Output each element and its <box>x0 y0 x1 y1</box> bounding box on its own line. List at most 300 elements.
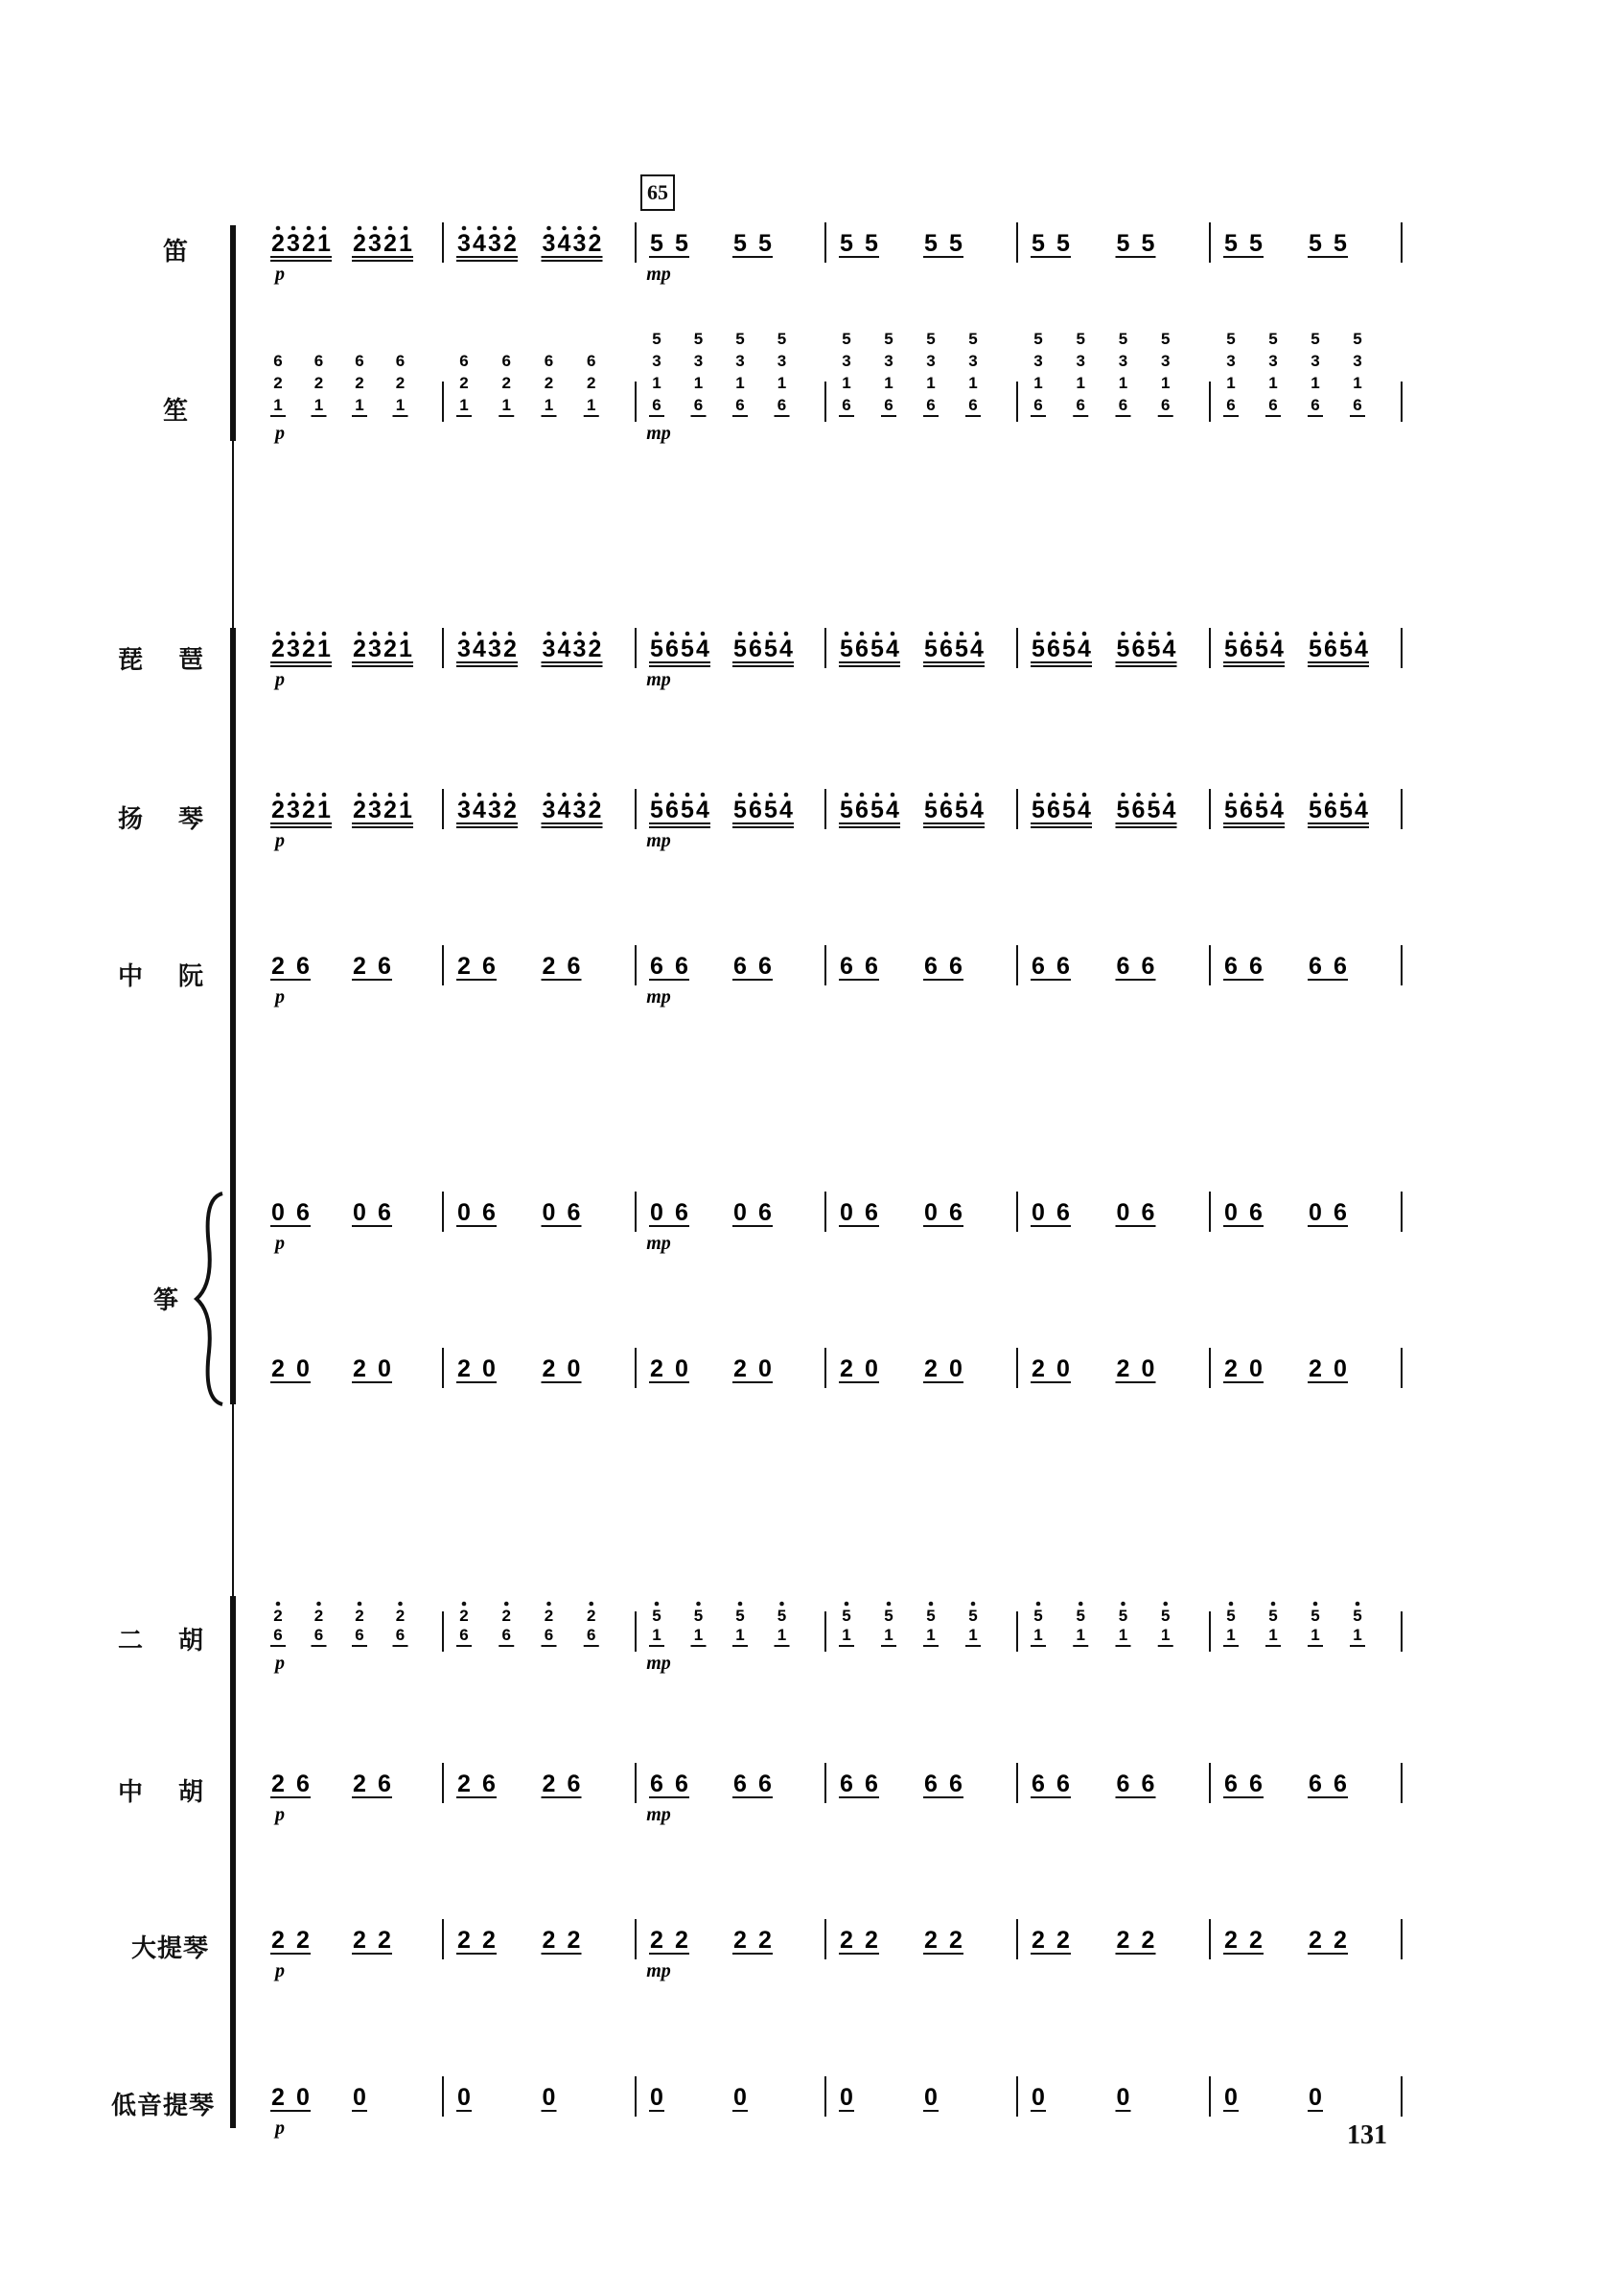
octave-dot <box>493 632 498 637</box>
note-2: 2 <box>1249 1927 1263 1954</box>
octave-dot <box>373 226 378 231</box>
octave-dot <box>1067 793 1072 798</box>
note-3: 3 <box>287 797 300 823</box>
octave-dot <box>577 793 582 798</box>
note-6: 6 <box>1141 1199 1155 1226</box>
chord-note-6: 6 <box>544 1626 554 1644</box>
note-2: 2 <box>353 1771 366 1797</box>
chord-note-5: 5 <box>735 330 745 348</box>
note-2: 2 <box>457 1355 471 1382</box>
note-1: 1 <box>399 230 412 257</box>
note-5: 5 <box>650 797 663 823</box>
chord-note-2: 2 <box>355 374 364 392</box>
note-5: 5 <box>924 636 938 662</box>
note-2: 2 <box>457 953 471 980</box>
chord-note-5: 5 <box>1226 330 1236 348</box>
octave-dot <box>1121 793 1125 798</box>
octave-dot <box>373 632 378 637</box>
octave-dot <box>769 793 774 798</box>
chord-note-6: 6 <box>777 396 787 414</box>
chord-note-5: 5 <box>652 330 661 348</box>
chord-note-2: 2 <box>313 1607 324 1625</box>
note-6: 6 <box>1324 797 1337 823</box>
note-0: 0 <box>1309 1199 1322 1226</box>
octave-dot <box>754 632 758 637</box>
chord-note-1: 1 <box>1118 1626 1128 1644</box>
chord-note-5: 5 <box>884 1607 893 1625</box>
chord-note-5: 5 <box>1076 1607 1085 1625</box>
label-erhu: 二 胡 <box>117 1627 217 1655</box>
note-6: 6 <box>296 1199 310 1226</box>
note-4: 4 <box>1078 636 1091 662</box>
chord-note-6: 6 <box>735 396 745 414</box>
note-3: 3 <box>488 636 501 662</box>
octave-dot <box>1275 632 1280 637</box>
note-2: 2 <box>353 797 366 823</box>
octave-dot <box>276 632 281 637</box>
octave-dot <box>562 226 567 231</box>
octave-dot <box>1082 632 1087 637</box>
chord-note-3: 3 <box>735 352 745 370</box>
octave-dot <box>1244 632 1249 637</box>
chord-note-5: 5 <box>1353 1607 1362 1625</box>
octave-dot <box>1136 632 1141 637</box>
chord-note-1: 1 <box>1161 374 1171 392</box>
chord-note-3: 3 <box>652 352 661 370</box>
chord-note-3: 3 <box>1311 352 1320 370</box>
dynamic-marking: p <box>275 1804 285 1825</box>
octave-dot <box>784 793 789 798</box>
octave-dot <box>307 793 312 798</box>
note-6: 6 <box>1249 953 1263 980</box>
octave-dot <box>860 632 865 637</box>
chord-note-5: 5 <box>735 1607 745 1625</box>
note-4: 4 <box>779 797 793 823</box>
note-6: 6 <box>1309 1771 1322 1797</box>
note-2: 2 <box>296 1927 310 1954</box>
note-4: 4 <box>1162 797 1176 823</box>
note-5: 5 <box>865 230 878 257</box>
octave-dot <box>546 226 551 231</box>
note-5: 5 <box>1116 636 1130 662</box>
chord-note-5: 5 <box>926 1607 936 1625</box>
chord-note-5: 5 <box>1161 330 1171 348</box>
chord-note-6: 6 <box>1118 396 1128 414</box>
note-6: 6 <box>650 953 663 980</box>
note-6: 6 <box>1141 1771 1155 1797</box>
octave-dot <box>493 793 498 798</box>
note-2: 2 <box>675 1927 688 1954</box>
note-0: 0 <box>1224 2084 1238 2111</box>
chord-note-1: 1 <box>884 374 893 392</box>
octave-dot <box>845 1602 849 1607</box>
note-0: 0 <box>1032 2084 1045 2111</box>
note-6: 6 <box>1309 953 1322 980</box>
octave-dot <box>276 226 281 231</box>
note-0: 0 <box>1116 1199 1130 1226</box>
octave-dot <box>929 632 934 637</box>
note-6: 6 <box>1116 1771 1130 1797</box>
octave-dot <box>779 1602 784 1607</box>
octave-dot <box>960 632 964 637</box>
note-4: 4 <box>1078 797 1091 823</box>
note-2: 2 <box>302 797 315 823</box>
chord-note-1: 1 <box>1076 374 1085 392</box>
note-2: 2 <box>1309 1355 1322 1382</box>
chord-note-6: 6 <box>1076 396 1085 414</box>
octave-dot <box>504 1602 509 1607</box>
octave-dot <box>1344 632 1349 637</box>
note-5: 5 <box>1147 636 1161 662</box>
chord-note-1: 1 <box>693 374 704 392</box>
chord-note-1: 1 <box>777 374 787 392</box>
label-zhonghu: 中 胡 <box>117 1778 217 1807</box>
note-3: 3 <box>368 797 382 823</box>
note-6: 6 <box>665 797 679 823</box>
chord-note-1: 1 <box>1226 1626 1236 1644</box>
octave-dot <box>1229 1602 1234 1607</box>
octave-dot <box>373 793 378 798</box>
chord-note-3: 3 <box>1353 352 1362 370</box>
note-6: 6 <box>665 636 679 662</box>
note-2: 2 <box>503 797 517 823</box>
note-2: 2 <box>353 1355 366 1382</box>
dynamic-marking: p <box>275 423 285 444</box>
note-2: 2 <box>588 797 602 823</box>
note-3: 3 <box>457 636 471 662</box>
chord-note-5: 5 <box>652 1607 661 1625</box>
octave-dot <box>577 226 582 231</box>
note-4: 4 <box>1270 797 1284 823</box>
dynamic-marking: mp <box>646 423 671 444</box>
note-2: 2 <box>1032 1927 1045 1954</box>
chord-note-2: 2 <box>395 374 406 392</box>
chord-note-1: 1 <box>884 1626 893 1644</box>
note-5: 5 <box>955 636 968 662</box>
chord-note-1: 1 <box>1311 374 1320 392</box>
chord-note-1: 1 <box>273 396 283 414</box>
note-3: 3 <box>542 797 556 823</box>
octave-dot <box>891 632 895 637</box>
note-2: 2 <box>271 636 285 662</box>
chord-note-1: 1 <box>652 374 661 392</box>
note-0: 0 <box>353 1199 366 1226</box>
octave-dot <box>670 632 675 637</box>
chord-note-5: 5 <box>842 1607 851 1625</box>
chord-note-1: 1 <box>735 1626 745 1644</box>
note-6: 6 <box>1131 797 1146 823</box>
chord-note-6: 6 <box>273 1626 283 1644</box>
note-5: 5 <box>1224 636 1238 662</box>
note-0: 0 <box>567 1355 581 1382</box>
octave-dot <box>388 226 393 231</box>
note-2: 2 <box>588 230 602 257</box>
note-5: 5 <box>1062 797 1076 823</box>
note-5: 5 <box>1056 230 1070 257</box>
note-2: 2 <box>353 230 366 257</box>
note-5: 5 <box>733 797 747 823</box>
chord-note-2: 2 <box>273 1607 283 1625</box>
note-2: 2 <box>383 230 397 257</box>
chord-note-6: 6 <box>652 396 661 414</box>
note-2: 2 <box>1141 1927 1155 1954</box>
note-2: 2 <box>924 1355 938 1382</box>
chord-note-2: 2 <box>273 374 283 392</box>
note-0: 0 <box>733 2084 747 2111</box>
dynamic-marking: p <box>275 2118 285 2139</box>
note-0: 0 <box>482 1355 496 1382</box>
chord-note-5: 5 <box>777 330 787 348</box>
chord-note-1: 1 <box>459 396 469 414</box>
note-2: 2 <box>1224 1355 1238 1382</box>
note-2: 2 <box>758 1927 772 1954</box>
octave-dot <box>546 1602 551 1607</box>
note-4: 4 <box>473 230 486 257</box>
note-4: 4 <box>970 636 984 662</box>
octave-dot <box>1271 1602 1276 1607</box>
chord-note-5: 5 <box>842 330 851 348</box>
note-3: 3 <box>368 636 382 662</box>
note-0: 0 <box>1224 1199 1238 1226</box>
note-6: 6 <box>924 953 938 980</box>
octave-dot <box>1244 793 1249 798</box>
note-1: 1 <box>399 797 412 823</box>
note-6: 6 <box>840 953 853 980</box>
octave-dot <box>508 226 513 231</box>
chord-note-1: 1 <box>968 1626 978 1644</box>
octave-dot <box>477 793 482 798</box>
note-6: 6 <box>1141 953 1155 980</box>
octave-dot <box>891 793 895 798</box>
octave-dot <box>738 632 743 637</box>
chord-note-1: 1 <box>1118 374 1128 392</box>
octave-dot <box>1260 632 1264 637</box>
note-5: 5 <box>733 636 747 662</box>
note-5: 5 <box>675 230 688 257</box>
chord-note-1: 1 <box>1076 1626 1085 1644</box>
note-4: 4 <box>1162 636 1176 662</box>
octave-dot <box>508 632 513 637</box>
octave-dot <box>322 793 327 798</box>
note-6: 6 <box>949 953 963 980</box>
note-6: 6 <box>567 1199 581 1226</box>
octave-dot <box>1359 632 1364 637</box>
chord-note-6: 6 <box>1161 396 1171 414</box>
octave-dot <box>462 793 467 798</box>
octave-dot <box>738 793 743 798</box>
note-0: 0 <box>542 2084 556 2111</box>
note-5: 5 <box>1309 230 1322 257</box>
octave-dot <box>477 632 482 637</box>
chord-note-1: 1 <box>395 396 406 414</box>
note-4: 4 <box>970 797 984 823</box>
note-6: 6 <box>1056 1199 1070 1226</box>
chord-note-6: 6 <box>355 352 364 370</box>
note-6: 6 <box>482 1199 496 1226</box>
note-5: 5 <box>1309 636 1322 662</box>
note-6: 6 <box>378 953 391 980</box>
note-0: 0 <box>457 2084 471 2111</box>
octave-dot <box>875 793 880 798</box>
octave-dot <box>307 632 312 637</box>
note-2: 2 <box>567 1927 581 1954</box>
chord-note-6: 6 <box>501 352 511 370</box>
chord-note-1: 1 <box>1268 374 1278 392</box>
octave-dot <box>1082 793 1087 798</box>
note-2: 2 <box>924 1927 938 1954</box>
chord-note-6: 6 <box>1226 396 1236 414</box>
note-4: 4 <box>886 797 899 823</box>
note-5: 5 <box>1116 230 1130 257</box>
octave-dot <box>1121 1602 1125 1607</box>
octave-dot <box>1229 632 1234 637</box>
octave-dot <box>655 632 660 637</box>
note-2: 2 <box>588 636 602 662</box>
chord-note-2: 2 <box>459 1607 469 1625</box>
chord-note-6: 6 <box>1268 396 1278 414</box>
note-2: 2 <box>457 1771 471 1797</box>
note-5: 5 <box>1255 797 1268 823</box>
label-sheng: 笙 <box>162 397 201 426</box>
note-6: 6 <box>855 636 869 662</box>
chord-note-1: 1 <box>735 374 745 392</box>
note-6: 6 <box>924 1771 938 1797</box>
note-5: 5 <box>955 797 968 823</box>
note-6: 6 <box>749 636 762 662</box>
octave-dot <box>1356 1602 1360 1607</box>
note-2: 2 <box>302 230 315 257</box>
octave-dot <box>1036 632 1041 637</box>
octave-dot <box>1163 1602 1168 1607</box>
note-2: 2 <box>383 797 397 823</box>
note-5: 5 <box>1339 797 1353 823</box>
note-0: 0 <box>924 1199 938 1226</box>
octave-dot <box>685 632 690 637</box>
note-5: 5 <box>949 230 963 257</box>
note-2: 2 <box>865 1927 878 1954</box>
note-6: 6 <box>733 1771 747 1797</box>
octave-dot <box>929 793 934 798</box>
chord-note-6: 6 <box>842 396 851 414</box>
note-5: 5 <box>1224 230 1238 257</box>
note-0: 0 <box>378 1355 391 1382</box>
note-5: 5 <box>1032 636 1045 662</box>
note-6: 6 <box>749 797 762 823</box>
octave-dot <box>546 632 551 637</box>
note-0: 0 <box>1334 1355 1347 1382</box>
chord-note-6: 6 <box>926 396 936 414</box>
chord-note-6: 6 <box>459 1626 469 1644</box>
note-5: 5 <box>870 797 884 823</box>
octave-dot <box>388 632 393 637</box>
octave-dot <box>975 793 980 798</box>
note-6: 6 <box>1240 636 1253 662</box>
octave-dot <box>875 632 880 637</box>
note-6: 6 <box>1324 636 1337 662</box>
chord-note-2: 2 <box>395 1607 406 1625</box>
chord-note-2: 2 <box>544 1607 554 1625</box>
note-6: 6 <box>855 797 869 823</box>
note-0: 0 <box>1056 1355 1070 1382</box>
chord-note-6: 6 <box>273 352 283 370</box>
note-2: 2 <box>271 1355 285 1382</box>
octave-dot <box>701 793 706 798</box>
octave-dot <box>276 1602 281 1607</box>
octave-dot <box>404 226 408 231</box>
note-6: 6 <box>378 1199 391 1226</box>
note-3: 3 <box>488 797 501 823</box>
chord-note-5: 5 <box>1311 330 1320 348</box>
chord-note-6: 6 <box>587 1626 596 1644</box>
octave-dot <box>546 793 551 798</box>
chord-note-6: 6 <box>693 396 704 414</box>
octave-dot <box>944 632 949 637</box>
label-yangqin: 扬 琴 <box>117 805 217 834</box>
note-6: 6 <box>1249 1199 1263 1226</box>
chord-note-1: 1 <box>1033 374 1043 392</box>
note-5: 5 <box>1339 636 1353 662</box>
chord-note-5: 5 <box>777 1607 787 1625</box>
octave-dot <box>577 632 582 637</box>
note-0: 0 <box>949 1355 963 1382</box>
note-4: 4 <box>473 636 486 662</box>
dynamic-marking: mp <box>646 669 671 690</box>
note-4: 4 <box>1270 636 1284 662</box>
octave-dot <box>1313 632 1318 637</box>
chord-note-1: 1 <box>1353 374 1362 392</box>
note-5: 5 <box>840 636 853 662</box>
octave-dot <box>1167 632 1172 637</box>
dynamic-marking: p <box>275 1960 285 1981</box>
note-6: 6 <box>675 1199 688 1226</box>
note-2: 2 <box>542 1771 556 1797</box>
note-0: 0 <box>650 2084 663 2111</box>
note-6: 6 <box>1116 953 1130 980</box>
note-5: 5 <box>681 797 694 823</box>
note-6: 6 <box>949 1771 963 1797</box>
octave-dot <box>477 226 482 231</box>
note-6: 6 <box>865 1199 878 1226</box>
note-6: 6 <box>758 953 772 980</box>
label-cello: 大提琴 <box>130 1934 209 1963</box>
octave-dot <box>738 1602 743 1607</box>
chord-note-6: 6 <box>1311 396 1320 414</box>
chord-note-1: 1 <box>1353 1626 1362 1644</box>
chord-note-5: 5 <box>1076 330 1085 348</box>
octave-dot <box>291 226 296 231</box>
chord-note-2: 2 <box>501 1607 511 1625</box>
octave-dot <box>975 632 980 637</box>
note-4: 4 <box>473 797 486 823</box>
note-2: 2 <box>1116 1355 1130 1382</box>
octave-dot <box>1275 793 1280 798</box>
note-0: 0 <box>758 1355 772 1382</box>
octave-dot <box>291 632 296 637</box>
octave-dot <box>388 793 393 798</box>
chord-note-5: 5 <box>1268 330 1278 348</box>
note-2: 2 <box>271 1927 285 1954</box>
octave-dot <box>1359 793 1364 798</box>
chord-note-6: 6 <box>884 396 893 414</box>
note-0: 0 <box>1032 1199 1045 1226</box>
octave-dot <box>1313 793 1318 798</box>
chord-note-6: 6 <box>1033 396 1043 414</box>
chord-note-3: 3 <box>926 352 936 370</box>
note-6: 6 <box>1056 953 1070 980</box>
note-0: 0 <box>1249 1355 1263 1382</box>
chord-note-6: 6 <box>968 396 978 414</box>
rehearsal-mark: 65 <box>640 174 675 211</box>
